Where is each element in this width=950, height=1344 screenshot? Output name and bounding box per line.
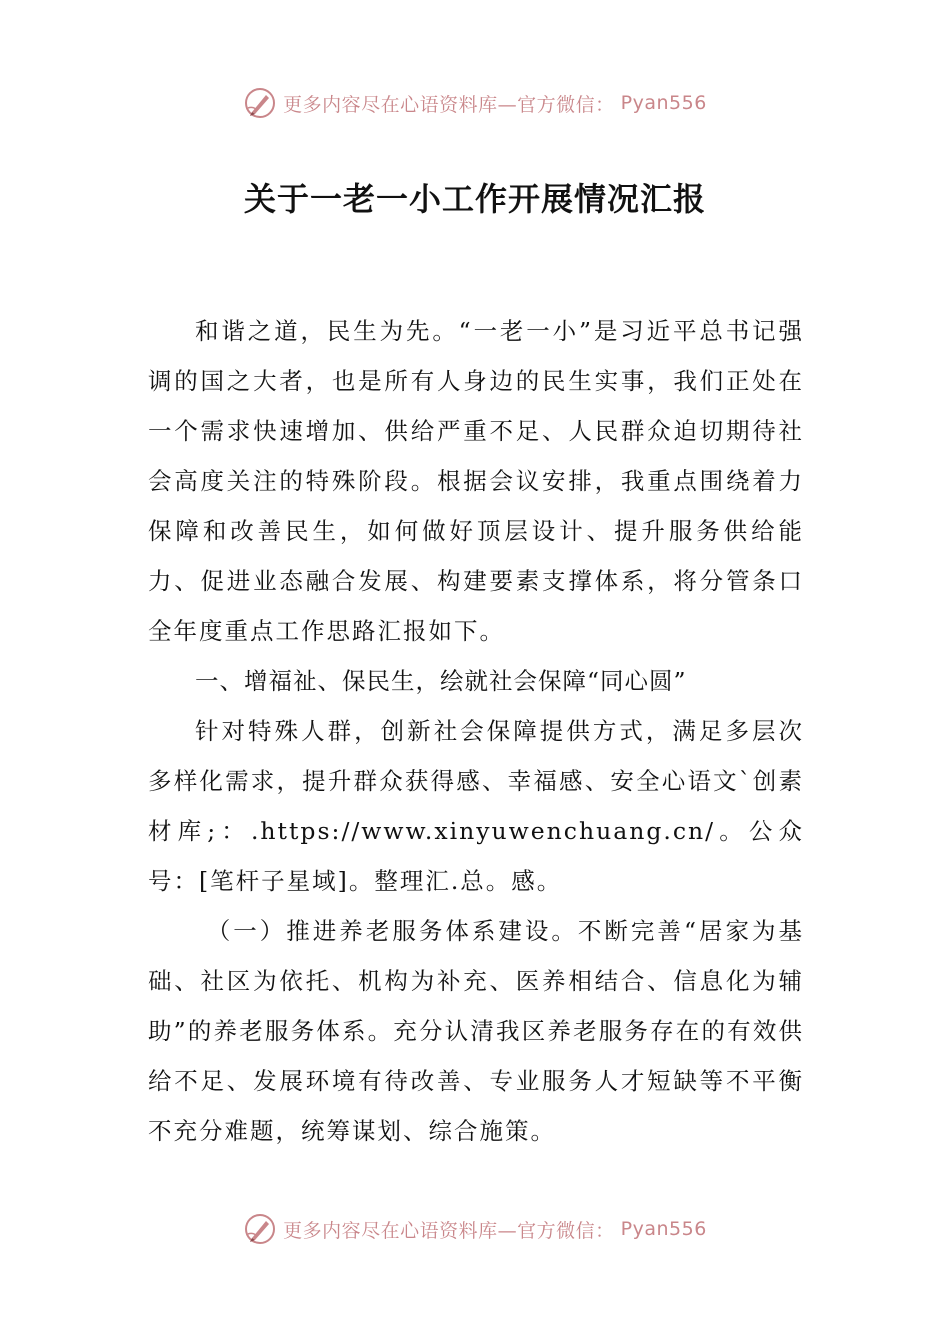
watermark-text: 更多内容尽在心语资料库—官方微信：: [283, 1219, 615, 1242]
pen-logo-icon: [243, 86, 277, 120]
pen-logo-icon: [243, 1212, 277, 1246]
watermark-id: Pyan556: [620, 1218, 707, 1240]
document-body: [148, 306, 804, 1156]
document-title: 关于一老一小工作开展情况汇报: [243, 180, 706, 218]
body-paragraph: 针对特殊人群，创新社会保障提供方式，满足多层次多样化需求，提升群众获得感、幸福感、安全心语文`创素材库;：.https://www.xinyuwenchuang.cn/。公众号：[笔杆子星域]。整理汇.总。感。: [148, 717, 804, 895]
watermark-header: [0, 86, 950, 120]
section-heading: 一、增福祉、保民生，绘就社会保障“同心圆”: [195, 667, 687, 695]
watermark-text: 更多内容尽在心语资料库—官方微信：: [283, 93, 615, 116]
watermark-id: Pyan556: [620, 92, 707, 114]
intro-paragraph: 和谐之道，民生为先。“一老一小”是习近平总书记强调的国之大者，也是所有人身边的民生实事，我们正处在一个需求快速增加、供给严重不足、人民群众迫切期待社会高度关注的特殊阶段。根据会议安排，我重点围绕着力保障和改善民生，如何做好顶层设计、提升服务供给能力、促进业态融合发展、构建要素支撑体系，将分管条口全年度重点工作思路汇报如下。: [148, 317, 804, 645]
subsection-paragraph: （一）推进养老服务体系建设。不断完善“居家为基础、社区为依托、机构为补充、医养相结合、信息化为辅助”的养老服务体系。充分认清我区养老服务存在的有效供给不足、发展环境有待改善、专业服务人才短缺等不平衡不充分难题，统筹谋划、综合施策。: [148, 917, 804, 1145]
watermark-footer: [0, 1212, 950, 1246]
